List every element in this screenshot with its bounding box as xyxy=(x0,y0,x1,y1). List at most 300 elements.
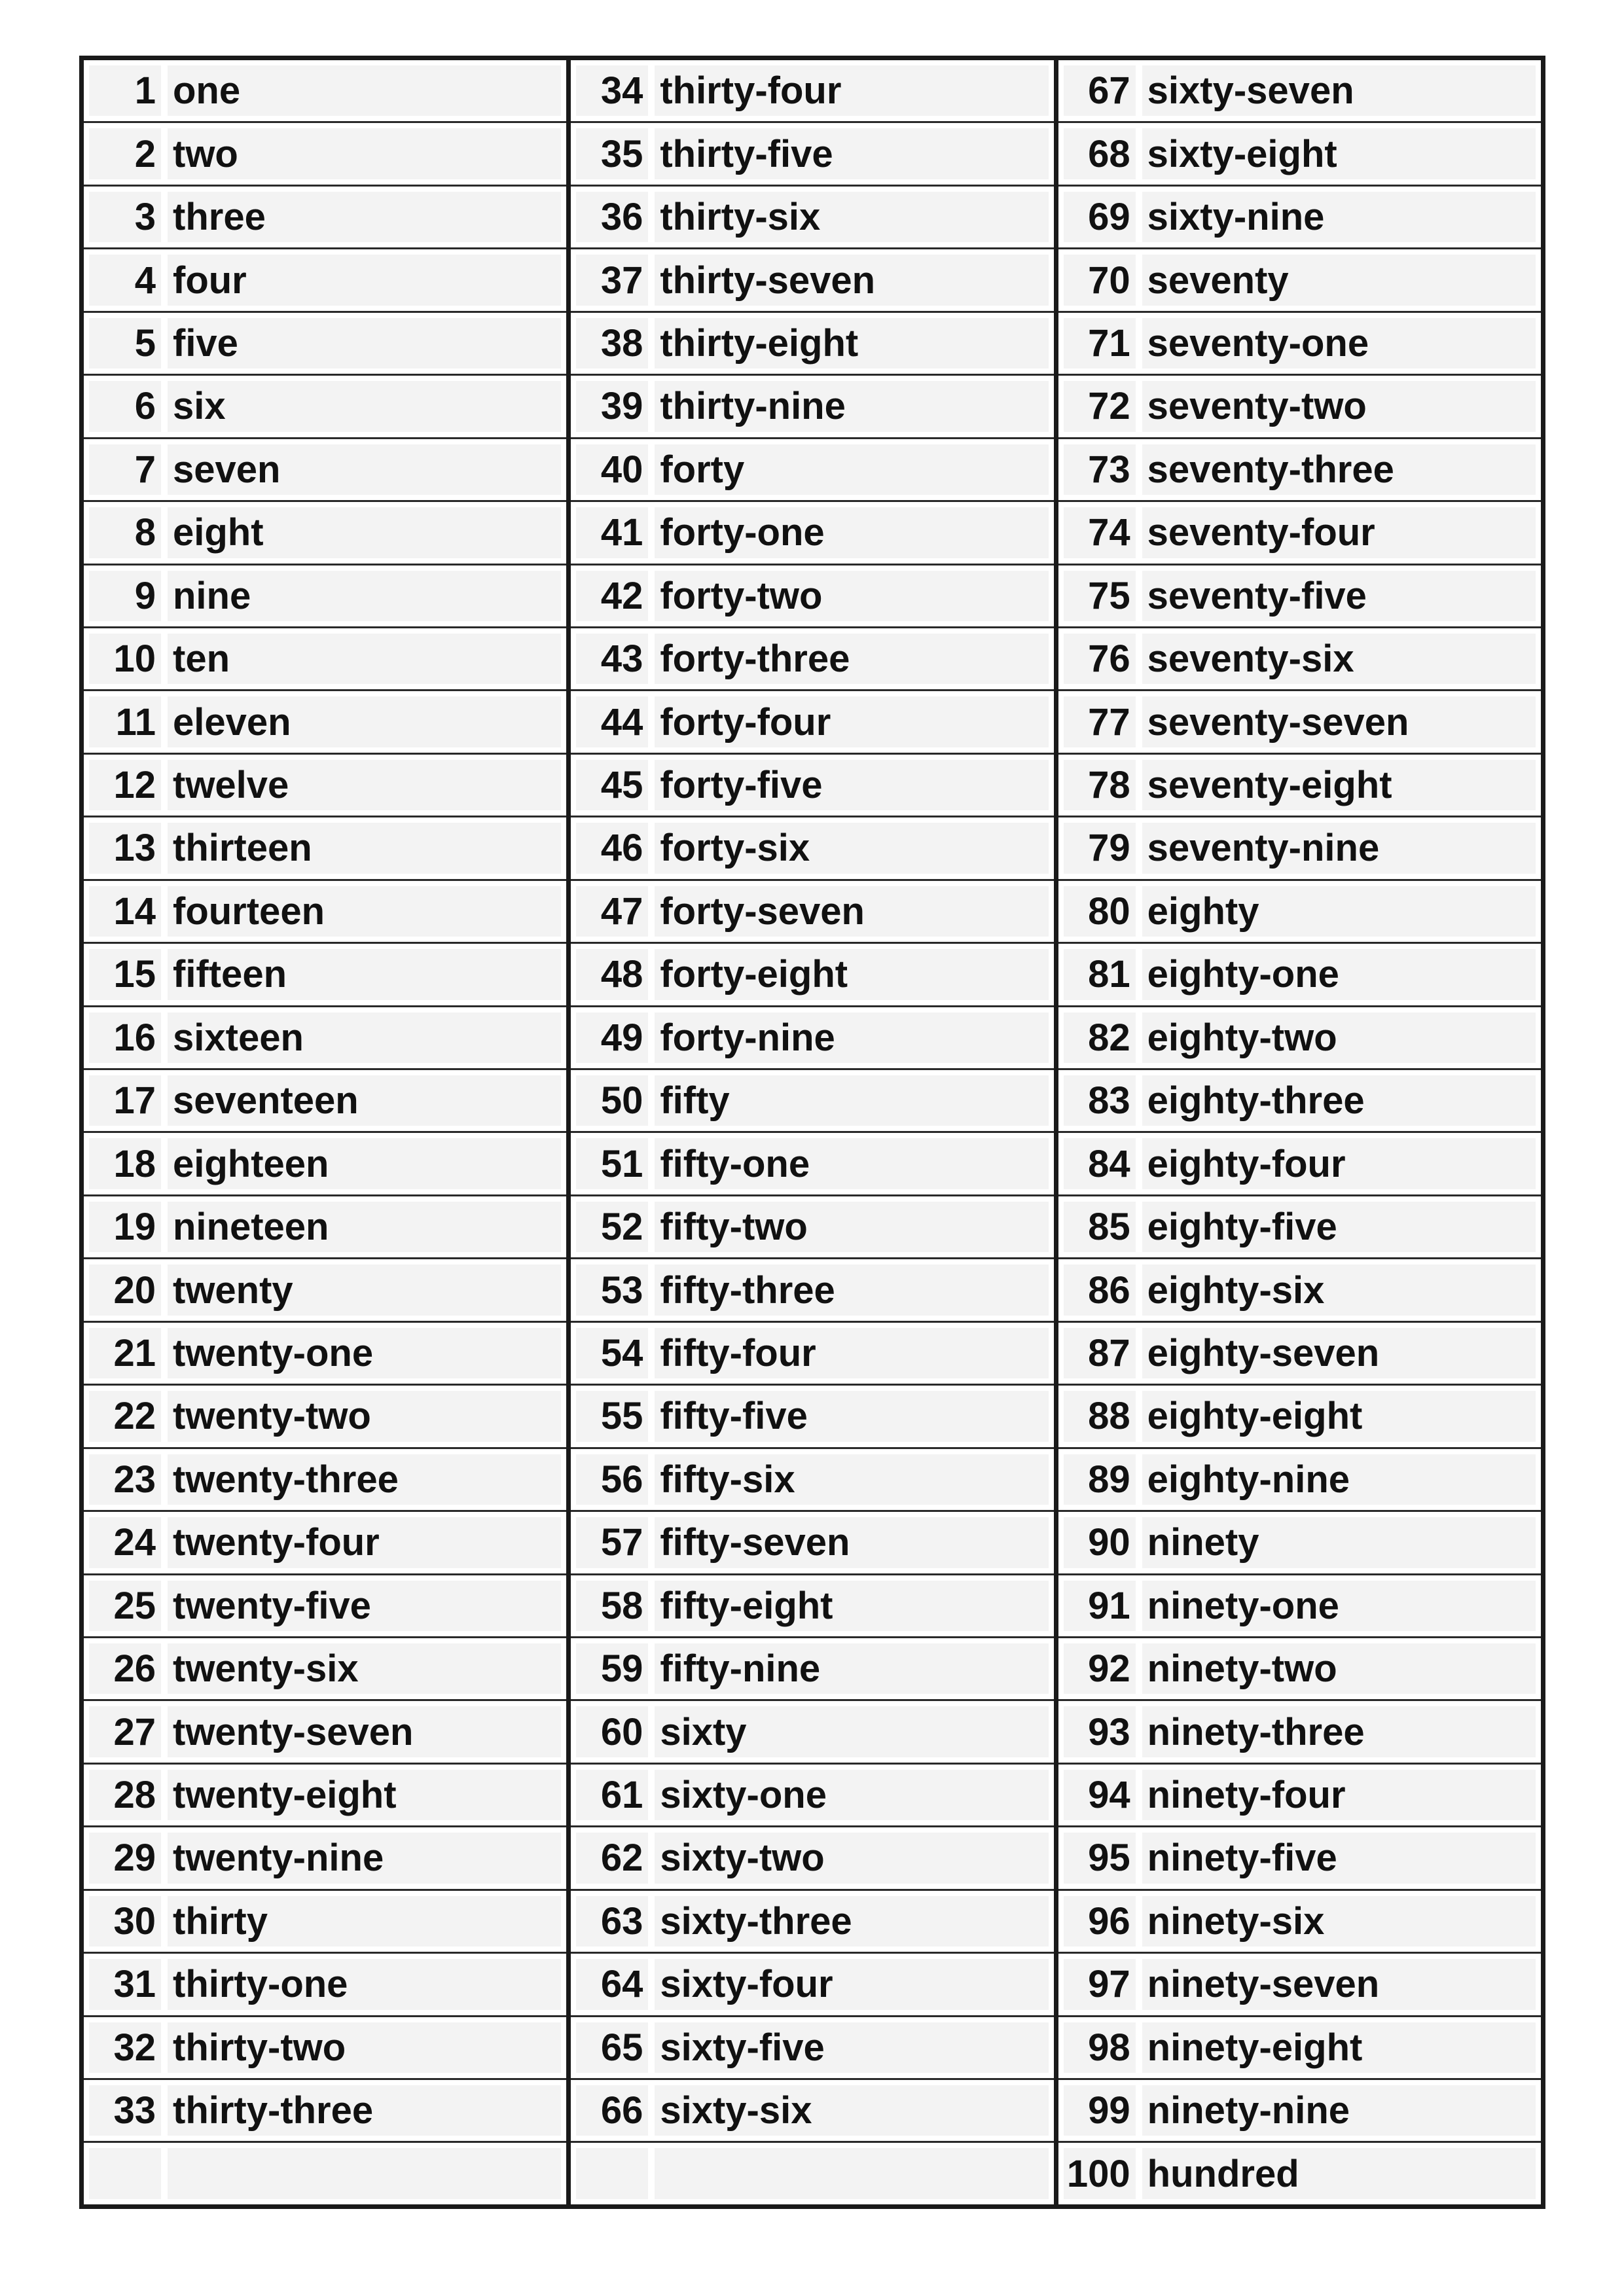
word-cell: eighty-eight xyxy=(1142,1391,1536,1441)
word-cell: eight xyxy=(168,507,561,558)
table-row xyxy=(571,817,1053,880)
table-row xyxy=(1058,123,1541,186)
table-row xyxy=(1058,1323,1541,1386)
table-row xyxy=(84,2143,566,2204)
table-row xyxy=(1058,1701,1541,1764)
number-cell: 43 xyxy=(576,634,648,684)
number-cell: 50 xyxy=(576,1075,648,1126)
table-row xyxy=(571,187,1053,249)
word-cell: fifty-nine xyxy=(655,1643,1048,1694)
word-cell: sixty-eight xyxy=(1142,128,1536,179)
word-cell: forty-nine xyxy=(655,1013,1048,1063)
table-row xyxy=(1058,628,1541,691)
table-row xyxy=(571,1070,1053,1133)
table-row xyxy=(84,881,566,944)
table-row xyxy=(571,123,1053,186)
table-row xyxy=(84,502,566,565)
table-row xyxy=(1058,1449,1541,1512)
table-row xyxy=(571,1701,1053,1764)
table-row xyxy=(571,2080,1053,2143)
word-cell: seventy-six xyxy=(1142,634,1536,684)
number-cell: 60 xyxy=(576,1706,648,1757)
word-cell: twenty-one xyxy=(168,1328,561,1378)
table-row xyxy=(84,313,566,376)
table-row xyxy=(84,123,566,186)
word-cell: twenty-nine xyxy=(168,1833,561,1883)
table-row xyxy=(84,1891,566,1954)
word-cell: forty-seven xyxy=(655,886,1048,937)
table-row xyxy=(1058,1196,1541,1259)
word-cell: ninety-nine xyxy=(1142,2085,1536,2136)
word-cell: seventy-nine xyxy=(1142,823,1536,873)
word-cell: forty-two xyxy=(655,571,1048,621)
table-row xyxy=(1058,817,1541,880)
table-row xyxy=(1058,439,1541,502)
table-row xyxy=(84,249,566,312)
table-row xyxy=(84,1323,566,1386)
table-row xyxy=(571,1954,1053,2017)
table-row xyxy=(1058,755,1541,817)
number-cell: 35 xyxy=(576,128,648,179)
table-row xyxy=(1058,1512,1541,1575)
word-cell: fifty-five xyxy=(655,1391,1048,1441)
table-row xyxy=(571,1007,1053,1070)
word-cell: ninety xyxy=(1142,1517,1536,1568)
table-row xyxy=(1058,1765,1541,1827)
number-cell: 15 xyxy=(89,949,161,999)
number-cell: 42 xyxy=(576,571,648,621)
table-row xyxy=(84,1449,566,1512)
number-cell xyxy=(576,2148,648,2198)
number-cell: 19 xyxy=(89,1202,161,1252)
word-cell: ninety-seven xyxy=(1142,1959,1536,2009)
number-cell: 3 xyxy=(89,192,161,242)
table-row xyxy=(571,1575,1053,1638)
word-cell: ninety-eight xyxy=(1142,2022,1536,2073)
number-cell: 8 xyxy=(89,507,161,558)
number-cell: 53 xyxy=(576,1265,648,1315)
number-cell: 52 xyxy=(576,1202,648,1252)
word-cell: thirty-nine xyxy=(655,381,1048,431)
number-cell: 20 xyxy=(89,1265,161,1315)
table-row xyxy=(571,1765,1053,1827)
table-row xyxy=(84,1133,566,1196)
number-words-table xyxy=(79,56,1545,2209)
number-cell: 24 xyxy=(89,1517,161,1568)
number-cell: 100 xyxy=(1064,2148,1136,2198)
table-row xyxy=(84,817,566,880)
number-cell: 59 xyxy=(576,1643,648,1694)
number-cell: 68 xyxy=(1064,128,1136,179)
number-cell: 94 xyxy=(1064,1770,1136,1820)
word-cell: five xyxy=(168,318,561,368)
word-cell: eighty-five xyxy=(1142,1202,1536,1252)
word-cell: forty-eight xyxy=(655,949,1048,999)
word-cell: forty-four xyxy=(655,696,1048,747)
table-row xyxy=(84,755,566,817)
table-row xyxy=(1058,1259,1541,1322)
table-row xyxy=(84,1638,566,1701)
word-cell: seven xyxy=(168,444,561,495)
table-row xyxy=(571,376,1053,439)
word-cell: twenty-three xyxy=(168,1454,561,1505)
number-cell: 73 xyxy=(1064,444,1136,495)
table-row xyxy=(571,628,1053,691)
word-cell: seventy-two xyxy=(1142,381,1536,431)
number-cell: 48 xyxy=(576,949,648,999)
word-cell: twenty-six xyxy=(168,1643,561,1694)
table-row xyxy=(571,1259,1053,1322)
table-row xyxy=(571,565,1053,628)
number-cell: 7 xyxy=(89,444,161,495)
word-cell: sixteen xyxy=(168,1013,561,1063)
number-cell: 17 xyxy=(89,1075,161,1126)
word-cell: nine xyxy=(168,571,561,621)
word-cell: thirty xyxy=(168,1896,561,1946)
table-row xyxy=(571,755,1053,817)
word-cell: hundred xyxy=(1142,2148,1536,2198)
table-row xyxy=(84,439,566,502)
table-row xyxy=(1058,502,1541,565)
table-row xyxy=(84,1196,566,1259)
number-cell: 70 xyxy=(1064,255,1136,305)
table-row xyxy=(84,60,566,123)
table-row xyxy=(571,1133,1053,1196)
word-cell: four xyxy=(168,255,561,305)
word-cell: ninety-two xyxy=(1142,1643,1536,1694)
word-cell: thirty-five xyxy=(655,128,1048,179)
number-cell: 41 xyxy=(576,507,648,558)
number-cell: 90 xyxy=(1064,1517,1136,1568)
number-cell: 40 xyxy=(576,444,648,495)
number-cell: 22 xyxy=(89,1391,161,1441)
number-cell: 51 xyxy=(576,1138,648,1189)
table-row xyxy=(84,1512,566,1575)
word-cell: thirty-one xyxy=(168,1959,561,2009)
table-row xyxy=(84,376,566,439)
number-cell: 45 xyxy=(576,760,648,810)
word-cell: thirty-four xyxy=(655,65,1048,116)
word-cell: seventy-eight xyxy=(1142,760,1536,810)
table-row xyxy=(84,1954,566,2017)
table-row xyxy=(571,1449,1053,1512)
number-cell: 82 xyxy=(1064,1013,1136,1063)
number-cell: 23 xyxy=(89,1454,161,1505)
table-row xyxy=(1058,1827,1541,1890)
word-cell: seventy-three xyxy=(1142,444,1536,495)
table-row xyxy=(1058,1070,1541,1133)
number-cell: 54 xyxy=(576,1328,648,1378)
table-row xyxy=(1058,60,1541,123)
number-cell: 66 xyxy=(576,2085,648,2136)
number-cell: 77 xyxy=(1064,696,1136,747)
table-row xyxy=(1058,249,1541,312)
number-cell: 9 xyxy=(89,571,161,621)
table-row xyxy=(571,1386,1053,1448)
number-cell: 99 xyxy=(1064,2085,1136,2136)
word-cell: fifty-four xyxy=(655,1328,1048,1378)
number-cell: 79 xyxy=(1064,823,1136,873)
number-cell: 84 xyxy=(1064,1138,1136,1189)
word-cell: forty-five xyxy=(655,760,1048,810)
word-cell: sixty-one xyxy=(655,1770,1048,1820)
table-row xyxy=(571,1323,1053,1386)
table-row xyxy=(84,691,566,754)
number-cell: 75 xyxy=(1064,571,1136,621)
number-cell: 30 xyxy=(89,1896,161,1946)
number-cell: 89 xyxy=(1064,1454,1136,1505)
table-row xyxy=(84,1259,566,1322)
table-row xyxy=(571,1196,1053,1259)
word-cell: sixty-five xyxy=(655,2022,1048,2073)
number-cell: 81 xyxy=(1064,949,1136,999)
word-cell: eighty-four xyxy=(1142,1138,1536,1189)
word-cell: seventy-five xyxy=(1142,571,1536,621)
number-cell: 61 xyxy=(576,1770,648,1820)
number-cell: 32 xyxy=(89,2022,161,2073)
number-cell: 6 xyxy=(89,381,161,431)
table-row xyxy=(84,1765,566,1827)
number-cell: 78 xyxy=(1064,760,1136,810)
number-cell: 33 xyxy=(89,2085,161,2136)
word-cell: seventeen xyxy=(168,1075,561,1126)
word-cell: fifty-six xyxy=(655,1454,1048,1505)
word-cell: eighty-one xyxy=(1142,949,1536,999)
word-cell: eighty-three xyxy=(1142,1075,1536,1126)
table-row xyxy=(571,502,1053,565)
word-cell: eighty-six xyxy=(1142,1265,1536,1315)
word-cell: three xyxy=(168,192,561,242)
number-cell: 37 xyxy=(576,255,648,305)
number-cell: 86 xyxy=(1064,1265,1136,1315)
word-cell: fourteen xyxy=(168,886,561,937)
table-row xyxy=(571,249,1053,312)
word-cell: ten xyxy=(168,634,561,684)
word-cell: fifty-seven xyxy=(655,1517,1048,1568)
word-cell: twenty-two xyxy=(168,1391,561,1441)
table-row xyxy=(84,1701,566,1764)
number-cell: 38 xyxy=(576,318,648,368)
number-cell: 34 xyxy=(576,65,648,116)
number-cell: 26 xyxy=(89,1643,161,1694)
number-cell: 49 xyxy=(576,1013,648,1063)
table-row xyxy=(571,439,1053,502)
number-cell: 93 xyxy=(1064,1706,1136,1757)
number-cell: 96 xyxy=(1064,1896,1136,1946)
number-cell: 91 xyxy=(1064,1581,1136,1631)
number-cell: 72 xyxy=(1064,381,1136,431)
number-cell: 87 xyxy=(1064,1328,1136,1378)
word-cell: twenty-seven xyxy=(168,1706,561,1757)
word-cell: twenty-four xyxy=(168,1517,561,1568)
number-cell: 85 xyxy=(1064,1202,1136,1252)
number-cell: 83 xyxy=(1064,1075,1136,1126)
word-cell: eighty-seven xyxy=(1142,1328,1536,1378)
table-row xyxy=(84,1070,566,1133)
number-cell: 4 xyxy=(89,255,161,305)
table-row xyxy=(84,1575,566,1638)
table-row xyxy=(571,944,1053,1007)
table-row xyxy=(571,1827,1053,1890)
number-cell: 11 xyxy=(89,696,161,747)
word-cell: ninety-one xyxy=(1142,1581,1536,1631)
table-column-3 xyxy=(1054,60,1541,2204)
word-cell xyxy=(168,2148,561,2198)
number-cell: 71 xyxy=(1064,318,1136,368)
table-row xyxy=(1058,1007,1541,1070)
word-cell: twenty-eight xyxy=(168,1770,561,1820)
number-cell: 95 xyxy=(1064,1833,1136,1883)
number-cell: 13 xyxy=(89,823,161,873)
word-cell: thirty-seven xyxy=(655,255,1048,305)
number-cell: 47 xyxy=(576,886,648,937)
word-cell: fifty-three xyxy=(655,1265,1048,1315)
number-cell: 16 xyxy=(89,1013,161,1063)
word-cell: thirty-three xyxy=(168,2085,561,2136)
word-cell: thirty-six xyxy=(655,192,1048,242)
number-cell: 25 xyxy=(89,1581,161,1631)
word-cell: one xyxy=(168,65,561,116)
number-cell: 5 xyxy=(89,318,161,368)
word-cell: sixty-four xyxy=(655,1959,1048,2009)
word-cell: forty xyxy=(655,444,1048,495)
word-cell: seventy xyxy=(1142,255,1536,305)
number-cell: 88 xyxy=(1064,1391,1136,1441)
table-row xyxy=(571,1638,1053,1701)
number-cell: 36 xyxy=(576,192,648,242)
word-cell: ninety-three xyxy=(1142,1706,1536,1757)
number-cell: 39 xyxy=(576,381,648,431)
table-row xyxy=(571,691,1053,754)
table-row xyxy=(1058,1386,1541,1448)
word-cell: seventy-four xyxy=(1142,507,1536,558)
word-cell xyxy=(655,2148,1048,2198)
table-row xyxy=(571,1891,1053,1954)
number-cell: 55 xyxy=(576,1391,648,1441)
number-cell: 2 xyxy=(89,128,161,179)
table-row xyxy=(1058,187,1541,249)
word-cell: two xyxy=(168,128,561,179)
table-column-1 xyxy=(84,60,566,2204)
table-row xyxy=(571,1512,1053,1575)
word-cell: sixty-seven xyxy=(1142,65,1536,116)
table-row xyxy=(571,2143,1053,2204)
number-cell: 74 xyxy=(1064,507,1136,558)
word-cell: fifty-eight xyxy=(655,1581,1048,1631)
word-cell: ninety-six xyxy=(1142,1896,1536,1946)
number-cell: 1 xyxy=(89,65,161,116)
word-cell: sixty-two xyxy=(655,1833,1048,1883)
number-cell: 18 xyxy=(89,1138,161,1189)
table-row xyxy=(571,60,1053,123)
table-row xyxy=(84,2080,566,2143)
number-cell: 97 xyxy=(1064,1959,1136,2009)
number-cell: 69 xyxy=(1064,192,1136,242)
word-cell: sixty xyxy=(655,1706,1048,1757)
word-cell: seventy-seven xyxy=(1142,696,1536,747)
table-row xyxy=(1058,313,1541,376)
table-row xyxy=(1058,2017,1541,2080)
number-cell: 63 xyxy=(576,1896,648,1946)
word-cell: forty-one xyxy=(655,507,1048,558)
number-cell: 29 xyxy=(89,1833,161,1883)
word-cell: forty-six xyxy=(655,823,1048,873)
table-row xyxy=(1058,376,1541,439)
word-cell: eighteen xyxy=(168,1138,561,1189)
table-row xyxy=(1058,691,1541,754)
number-cell: 76 xyxy=(1064,634,1136,684)
table-row xyxy=(1058,1638,1541,1701)
table-row xyxy=(1058,1133,1541,1196)
word-cell: six xyxy=(168,381,561,431)
table-row xyxy=(84,1827,566,1890)
word-cell: twenty-five xyxy=(168,1581,561,1631)
word-cell: thirty-eight xyxy=(655,318,1048,368)
number-cell: 12 xyxy=(89,760,161,810)
number-cell: 80 xyxy=(1064,886,1136,937)
word-cell: sixty-three xyxy=(655,1896,1048,1946)
number-cell: 28 xyxy=(89,1770,161,1820)
word-cell: forty-three xyxy=(655,634,1048,684)
table-row xyxy=(1058,944,1541,1007)
word-cell: thirty-two xyxy=(168,2022,561,2073)
word-cell: ninety-five xyxy=(1142,1833,1536,1883)
number-cell: 58 xyxy=(576,1581,648,1631)
table-row xyxy=(84,1386,566,1448)
table-row xyxy=(571,313,1053,376)
number-cell: 44 xyxy=(576,696,648,747)
table-row xyxy=(84,1007,566,1070)
number-cell: 46 xyxy=(576,823,648,873)
table-row xyxy=(1058,2080,1541,2143)
word-cell: eighty-nine xyxy=(1142,1454,1536,1505)
table-row xyxy=(1058,1891,1541,1954)
word-cell: twenty xyxy=(168,1265,561,1315)
word-cell: nineteen xyxy=(168,1202,561,1252)
number-cell: 56 xyxy=(576,1454,648,1505)
number-cell: 98 xyxy=(1064,2022,1136,2073)
number-cell: 62 xyxy=(576,1833,648,1883)
number-cell: 10 xyxy=(89,634,161,684)
table-row xyxy=(84,628,566,691)
word-cell: twelve xyxy=(168,760,561,810)
table-row xyxy=(1058,565,1541,628)
number-cell: 65 xyxy=(576,2022,648,2073)
table-row xyxy=(84,565,566,628)
number-cell xyxy=(89,2148,161,2198)
word-cell: seventy-one xyxy=(1142,318,1536,368)
word-cell: sixty-nine xyxy=(1142,192,1536,242)
number-cell: 57 xyxy=(576,1517,648,1568)
number-cell: 31 xyxy=(89,1959,161,2009)
table-row xyxy=(84,944,566,1007)
number-cell: 27 xyxy=(89,1706,161,1757)
table-row xyxy=(84,2017,566,2080)
number-cell: 67 xyxy=(1064,65,1136,116)
word-cell: eighty xyxy=(1142,886,1536,937)
table-row xyxy=(1058,881,1541,944)
word-cell: ninety-four xyxy=(1142,1770,1536,1820)
word-cell: sixty-six xyxy=(655,2085,1048,2136)
number-cell: 14 xyxy=(89,886,161,937)
word-cell: fifteen xyxy=(168,949,561,999)
word-cell: eighty-two xyxy=(1142,1013,1536,1063)
word-cell: thirteen xyxy=(168,823,561,873)
table-row xyxy=(571,881,1053,944)
word-cell: fifty-one xyxy=(655,1138,1048,1189)
table-column-2 xyxy=(566,60,1053,2204)
number-cell: 64 xyxy=(576,1959,648,2009)
